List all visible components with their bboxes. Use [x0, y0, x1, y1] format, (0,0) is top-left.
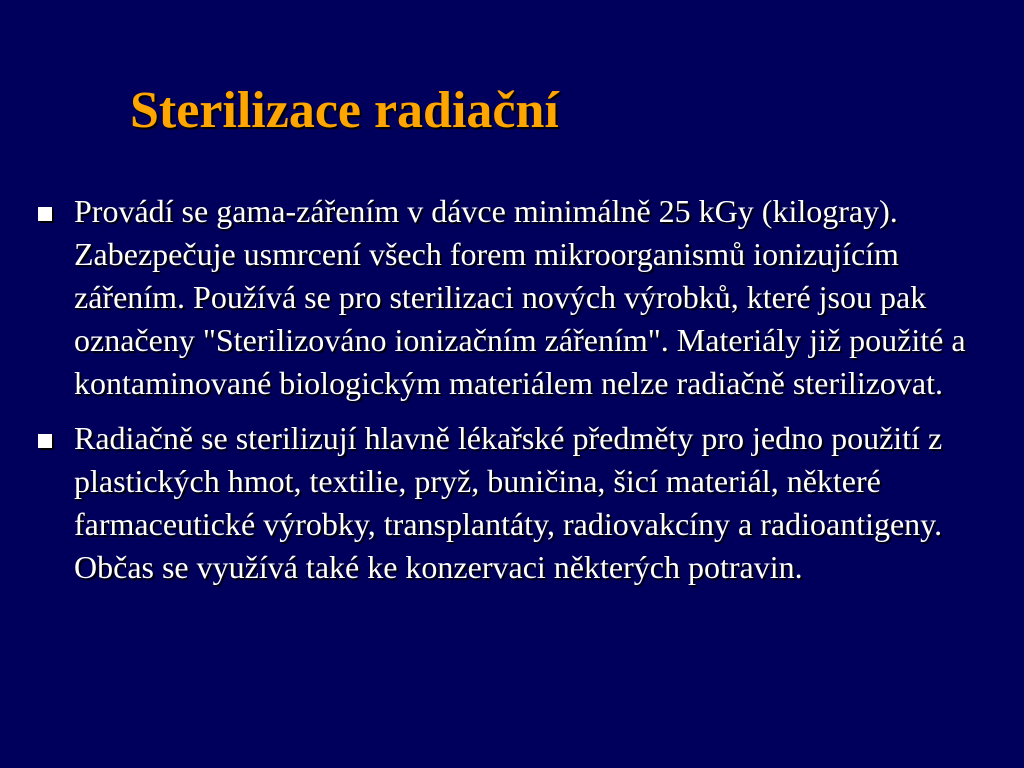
bullet-item [32, 417, 982, 589]
slide-title: Sterilizace radiační [130, 82, 559, 139]
bullet-list [32, 190, 982, 601]
square-bullet-icon [38, 207, 52, 221]
square-bullet-icon [38, 434, 52, 448]
bullet-item [32, 190, 982, 405]
bullet-text: Provádí se gama-zářením v dávce minimálně 25 kGy (kilogray). Zabezpečuje usmrcení všech forem mikroorganismů ionizujícím zářením. Používá se pro sterilizaci nových výrobků, které jsou pak označeny "Sterilizováno ionizačním zářením". Materiály již použité a kontaminované biologickým materiálem nelze radiačně sterilizovat. [74, 193, 966, 401]
bullet-text: Radiačně se sterilizují hlavně lékařské předměty pro jedno použití z plastických hmot, textilie, pryž, buničina, šicí materiál, některé farmaceutické výrobky, transplantáty, radiovakcíny a radioantigeny. Občas se využívá také ke konzervaci některých potravin. [74, 420, 943, 585]
